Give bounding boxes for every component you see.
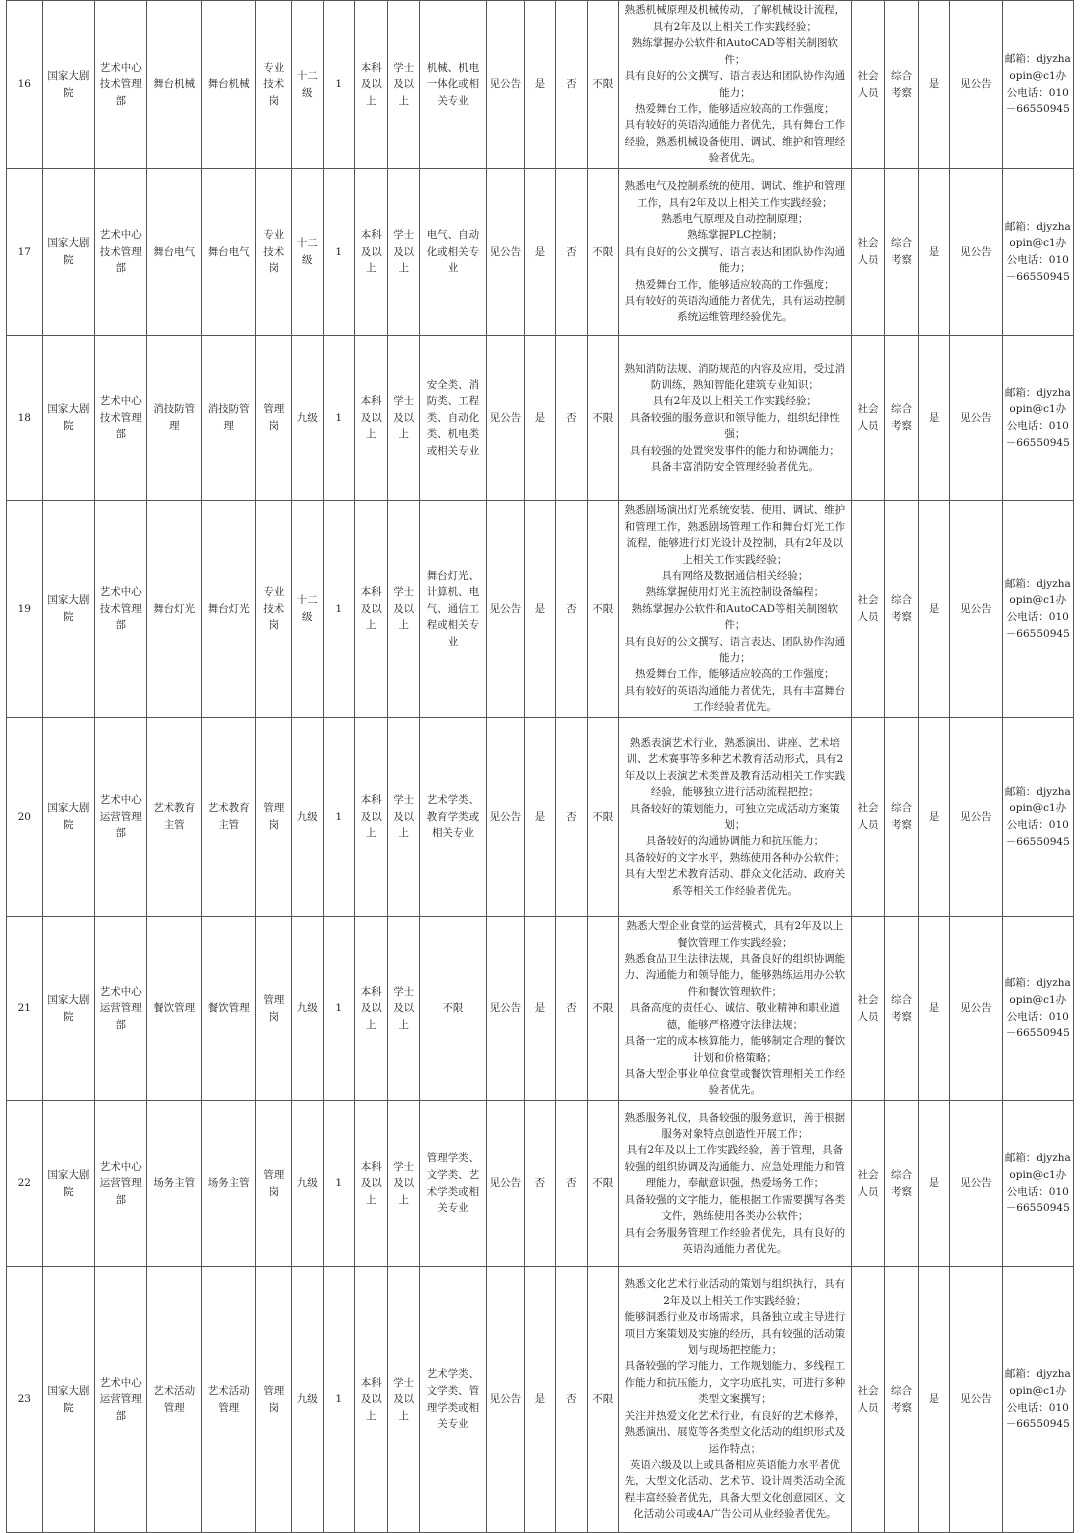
condition-4-cell: 是	[918, 1267, 949, 1533]
requirement-line: 熟悉大型企业食堂的运营模式，具有2年及以上餐饮管理工作实践经验；	[626, 920, 844, 949]
contact-cell: 邮箱：djyzhaopin@c1办公电话：010－66550945	[1002, 169, 1073, 336]
requirement-line: 熟悉电气及控制系统的使用、调试、维护和管理工作，具有2年及以上相关工作实践经验；	[624, 180, 846, 209]
requirement-line: 热爱舞台工作，能够适应较高的工作强度；	[635, 668, 835, 681]
requirement-line: 具有良好的公文撰写、语言表达和团队协作沟通能力；	[624, 245, 846, 275]
level-cell: 十二级	[292, 1, 323, 169]
post-name-cell: 艺术教育主管	[147, 718, 202, 917]
department-cell: 艺术中心技术管理部	[95, 336, 147, 501]
target-cell: 社会人员	[851, 917, 885, 1101]
major-cell: 管理学类、文学类、艺术学类或相关专业	[419, 1101, 486, 1267]
row-number: 19	[7, 501, 43, 718]
condition-4-cell: 是	[918, 169, 949, 336]
method-cell: 综合考察	[885, 501, 919, 718]
age-cell: 见公告	[486, 1267, 524, 1533]
post-type-cell: 专业技术岗	[256, 1, 292, 169]
table-row	[7, 718, 1074, 917]
requirements-cell	[619, 1267, 852, 1533]
department-cell: 艺术中心技术管理部	[95, 169, 147, 336]
requirement-line: 具备一定的成本核算能力，能够制定合理的餐饮计划和价格策略；	[624, 1035, 846, 1064]
note-cell: 见公告	[950, 917, 1002, 1101]
post-name-2-cell: 消技防管理	[201, 336, 256, 501]
condition-4-cell: 是	[918, 917, 949, 1101]
condition-3-cell: 不限	[587, 917, 618, 1101]
department-cell: 艺术中心运营管理部	[95, 917, 147, 1101]
condition-4-cell: 是	[918, 501, 949, 718]
contact-cell: 邮箱：djyzhaopin@c1办公电话：010－66550945	[1002, 1, 1073, 169]
target-cell: 社会人员	[851, 1101, 885, 1267]
table-row	[7, 1101, 1074, 1267]
education-cell: 本科及以上	[354, 336, 388, 501]
degree-cell: 学士及以上	[388, 501, 419, 718]
requirement-line: 熟知消防法规、消防规范的内容及应用，受过消防训练，熟知智能化建筑专业知识；	[624, 362, 846, 391]
requirement-line: 熟悉表演艺术行业，熟悉演出、讲座、艺术培训、艺术赛事等多种艺术教育活动形式，具有2年及以上表演艺术类普及教育活动相关工作实践经验，能够独立进行活动流程把控；	[624, 736, 846, 799]
row-number: 20	[7, 718, 43, 917]
requirement-line: 具备较强的文字能力，能根据工作需要撰写各类文件，熟练使用各类办公软件；	[624, 1193, 846, 1223]
level-cell: 十二级	[292, 501, 323, 718]
requirement-line: 英语六级及以上或具备相应英语能力水平者优先，大型文化活动、艺术节、设计周类活动全流程丰富经验者优先，具备大型文化创意园区、文化活动公司或4A广告公司从业经验者优先。	[624, 1458, 846, 1521]
department-cell: 艺术中心运营管理部	[95, 1101, 147, 1267]
target-cell: 社会人员	[851, 336, 885, 501]
condition-2-cell: 否	[556, 1, 587, 169]
major-cell: 机械、机电一体化或相关专业	[419, 1, 486, 169]
requirement-line: 熟练掌握办公软件和AutoCAD等相关制图软件；	[631, 602, 839, 632]
table-row	[7, 336, 1074, 501]
condition-2-cell: 否	[556, 917, 587, 1101]
table-row	[7, 169, 1074, 336]
condition-2-cell: 否	[556, 718, 587, 917]
requirements-cell	[619, 1, 852, 169]
condition-2-cell: 否	[556, 501, 587, 718]
degree-cell: 学士及以上	[388, 1267, 419, 1533]
level-cell: 九级	[292, 917, 323, 1101]
condition-3-cell: 不限	[587, 169, 618, 336]
method-cell: 综合考察	[885, 169, 919, 336]
requirement-line: 关注并热爱文化艺术行业，有良好的艺术修养，熟悉演出、展览等各类型文化活动的组织形式及运作特点；	[624, 1409, 846, 1455]
requirement-line: 具备较好的策划能力，可独立完成活动方案策划；	[629, 802, 840, 831]
post-name-cell: 舞台灯光	[147, 501, 202, 718]
requirement-line: 熟悉机械原理及机械传动，了解机械设计流程，具有2年及以上相关工作实践经验；	[624, 4, 846, 33]
post-name-cell: 舞台机械	[147, 1, 202, 169]
requirement-line: 具备较好的文字水平，熟练使用各种办公软件；	[624, 851, 846, 864]
post-name-2-cell: 舞台电气	[201, 169, 256, 336]
age-cell: 见公告	[486, 501, 524, 718]
condition-2-cell: 否	[556, 1267, 587, 1533]
post-name-cell: 消技防管理	[147, 336, 202, 501]
condition-3-cell: 不限	[587, 718, 618, 917]
requirement-line: 熟练掌握办公软件和AutoCAD等相关制图软件；	[631, 37, 839, 66]
degree-cell: 学士及以上	[388, 336, 419, 501]
note-cell: 见公告	[950, 169, 1002, 336]
requirement-line: 具有2年及以上相关工作实践经验；	[652, 395, 817, 408]
row-number: 23	[7, 1267, 43, 1533]
row-number: 17	[7, 169, 43, 336]
headcount-cell: 1	[323, 1, 354, 169]
contact-cell: 邮箱：djyzhaopin@c1办公电话：010－66550945	[1002, 917, 1073, 1101]
method-cell: 综合考察	[885, 1267, 919, 1533]
major-cell: 安全类、消防类、工程类、自动化类、机电类或相关专业	[419, 336, 486, 501]
post-name-2-cell: 艺术教育主管	[201, 718, 256, 917]
education-cell: 本科及以上	[354, 718, 388, 917]
post-type-cell: 专业技术岗	[256, 169, 292, 336]
table-body	[7, 1, 1074, 1533]
post-type-cell: 管理岗	[256, 336, 292, 501]
age-cell: 见公告	[486, 169, 524, 336]
major-cell: 艺术学类、文学类、管理学类或相关专业	[419, 1267, 486, 1533]
age-cell: 见公告	[486, 718, 524, 917]
education-cell: 本科及以上	[354, 1101, 388, 1267]
condition-1-cell: 是	[524, 169, 555, 336]
education-cell: 本科及以上	[354, 501, 388, 718]
requirement-line: 热爱舞台工作，能够适应较高的工作强度；	[635, 102, 835, 115]
requirement-line: 熟悉电气原理及自动控制原理；	[661, 212, 809, 225]
condition-1-cell: 是	[524, 917, 555, 1101]
requirements-cell	[619, 917, 852, 1101]
note-cell: 见公告	[950, 1, 1002, 169]
unit-cell: 国家大剧院	[42, 1, 94, 169]
recruitment-table-sheet	[6, 0, 1074, 1530]
requirement-line: 具有较强的处置突发事件的能力和协调能力；	[629, 444, 840, 457]
department-cell: 艺术中心技术管理部	[95, 501, 147, 718]
degree-cell: 学士及以上	[388, 1101, 419, 1267]
requirement-line: 熟悉文化艺术行业活动的策划与组织执行，具有2年及以上相关工作实践经验；	[624, 1278, 846, 1307]
degree-cell: 学士及以上	[388, 169, 419, 336]
condition-3-cell: 不限	[587, 1267, 618, 1533]
condition-3-cell: 不限	[587, 336, 618, 501]
post-name-cell: 艺术活动管理	[147, 1267, 202, 1533]
requirements-cell	[619, 1101, 852, 1267]
condition-1-cell: 否	[524, 1101, 555, 1267]
post-type-cell: 管理岗	[256, 1101, 292, 1267]
headcount-cell: 1	[323, 718, 354, 917]
headcount-cell: 1	[323, 501, 354, 718]
unit-cell: 国家大剧院	[42, 1267, 94, 1533]
unit-cell: 国家大剧院	[42, 917, 94, 1101]
requirement-line: 具有较好的英语沟通能力者优先，具有舞台工作经验，熟悉机械设备使用、调试、维护和管理经验者优先。	[624, 119, 846, 165]
education-cell: 本科及以上	[354, 1, 388, 169]
table-row	[7, 501, 1074, 718]
major-cell: 电气、自动化或相关专业	[419, 169, 486, 336]
unit-cell: 国家大剧院	[42, 718, 94, 917]
condition-4-cell: 是	[918, 718, 949, 917]
education-cell: 本科及以上	[354, 917, 388, 1101]
post-name-cell: 场务主管	[147, 1101, 202, 1267]
note-cell: 见公告	[950, 1267, 1002, 1533]
row-number: 21	[7, 917, 43, 1101]
requirement-line: 具有网络及数据通信相关经验；	[661, 569, 809, 582]
condition-1-cell: 是	[524, 336, 555, 501]
major-cell: 艺术学类、教育学类或相关专业	[419, 718, 486, 917]
method-cell: 综合考察	[885, 718, 919, 917]
condition-2-cell: 否	[556, 336, 587, 501]
requirement-line: 熟练掌握使用灯光主流控制设备编程；	[645, 586, 825, 599]
requirement-line: 具有良好的公文撰写、语言表达、团队协作沟通能力；	[624, 635, 846, 665]
age-cell: 见公告	[486, 1, 524, 169]
table-row	[7, 1267, 1074, 1533]
post-name-cell: 餐饮管理	[147, 917, 202, 1101]
headcount-cell: 1	[323, 1267, 354, 1533]
degree-cell: 学士及以上	[388, 1, 419, 169]
age-cell: 见公告	[486, 1101, 524, 1267]
major-cell: 舞台灯光、计算机、电气、通信工程或相关专业	[419, 501, 486, 718]
table-row	[7, 1, 1074, 169]
headcount-cell: 1	[323, 917, 354, 1101]
requirement-line: 具备较强的学习能力、工作规划能力、多线程工作能力和抗压能力，文字功底扎实，可进行多种类型文案撰写；	[624, 1360, 846, 1406]
requirement-line: 具有较好的英语沟通能力者优先，具有丰富舞台工作经验者优先。	[624, 684, 846, 714]
level-cell: 九级	[292, 718, 323, 917]
requirement-line: 能够洞悉行业及市场需求，具备独立或主导进行项目方案策划及实施的经历，具有较强的活动策划与现场把控能力；	[624, 1311, 846, 1357]
requirement-line: 具有2年及以上工作实践经验，善于管理，具备较强的组织协调及沟通能力、应急处理能力和管理能力，奉献意识强，热爱场务工作；	[624, 1144, 846, 1190]
requirement-line: 熟悉食品卫生法律法规，具备良好的组织协调能力、沟通能力和领导能力，能够熟练运用办公软件和餐饮管理软件；	[624, 953, 846, 998]
unit-cell: 国家大剧院	[42, 336, 94, 501]
post-name-2-cell: 场务主管	[201, 1101, 256, 1267]
requirements-cell	[619, 718, 852, 917]
requirement-line: 具备较好的沟通协调能力和抗压能力；	[645, 835, 825, 848]
method-cell: 综合考察	[885, 336, 919, 501]
method-cell: 综合考察	[885, 1, 919, 169]
department-cell: 艺术中心运营管理部	[95, 718, 147, 917]
education-cell: 本科及以上	[354, 1267, 388, 1533]
row-number: 18	[7, 336, 43, 501]
requirement-line: 具有较好的英语沟通能力者优先，具有运动控制系统运维管理经验优先。	[624, 295, 846, 324]
condition-2-cell: 否	[556, 169, 587, 336]
level-cell: 九级	[292, 1101, 323, 1267]
condition-1-cell: 是	[524, 501, 555, 718]
contact-cell: 邮箱：djyzhaopin@c1办公电话：010－66550945	[1002, 1101, 1073, 1267]
target-cell: 社会人员	[851, 501, 885, 718]
requirement-line: 具有大型艺术教育活动、群众文化活动、政府关系等相关工作经验者优先。	[624, 868, 846, 897]
condition-3-cell: 不限	[587, 1101, 618, 1267]
level-cell: 十二级	[292, 169, 323, 336]
age-cell: 见公告	[486, 336, 524, 501]
post-name-2-cell: 艺术活动管理	[201, 1267, 256, 1533]
target-cell: 社会人员	[851, 1, 885, 169]
target-cell: 社会人员	[851, 1267, 885, 1533]
condition-3-cell: 不限	[587, 1, 618, 169]
contact-cell: 邮箱：djyzhaopin@c1办公电话：010－66550945	[1002, 1267, 1073, 1533]
post-name-2-cell: 舞台灯光	[201, 501, 256, 718]
condition-4-cell: 是	[918, 1, 949, 169]
post-type-cell: 管理岗	[256, 1267, 292, 1533]
post-type-cell: 管理岗	[256, 917, 292, 1101]
unit-cell: 国家大剧院	[42, 1101, 94, 1267]
condition-1-cell: 是	[524, 1, 555, 169]
requirement-line: 具备高度的责任心、诚信、敬业精神和职业道德，能够严格遵守法律法规；	[629, 1002, 840, 1031]
level-cell: 九级	[292, 336, 323, 501]
requirements-cell	[619, 501, 852, 718]
education-cell: 本科及以上	[354, 169, 388, 336]
post-name-2-cell: 舞台机械	[201, 1, 256, 169]
post-type-cell: 管理岗	[256, 718, 292, 917]
age-cell: 见公告	[486, 917, 524, 1101]
requirement-line: 具有会务服务管理工作经验者优先，具有良好的英语沟通能力者优先。	[624, 1226, 846, 1255]
condition-1-cell: 是	[524, 718, 555, 917]
requirement-line: 热爱舞台工作，能够适应较高的工作强度；	[635, 278, 835, 291]
note-cell: 见公告	[950, 718, 1002, 917]
requirement-line: 熟练掌握PLC控制；	[687, 229, 783, 242]
note-cell: 见公告	[950, 501, 1002, 718]
condition-3-cell: 不限	[587, 501, 618, 718]
condition-1-cell: 是	[524, 1267, 555, 1533]
unit-cell: 国家大剧院	[42, 501, 94, 718]
method-cell: 综合考察	[885, 917, 919, 1101]
recruitment-table	[6, 0, 1074, 1533]
level-cell: 九级	[292, 1267, 323, 1533]
headcount-cell: 1	[323, 169, 354, 336]
condition-2-cell: 否	[556, 1101, 587, 1267]
post-type-cell: 专业技术岗	[256, 501, 292, 718]
requirements-cell	[619, 336, 852, 501]
requirement-line: 具有良好的公文撰写、语言表达和团队协作沟通能力；	[624, 70, 846, 99]
major-cell: 不限	[419, 917, 486, 1101]
target-cell: 社会人员	[851, 169, 885, 336]
requirement-line: 熟悉服务礼仪，具备较强的服务意识，善于根据服务对象特点创造性开展工作；	[624, 1111, 846, 1141]
requirement-line: 熟悉剧场演出灯光系统安装、使用、调试、维护和管理工作，熟悉剧场管理工作和舞台灯光工作流程，能够进行灯光设计及控制，具有2年及以上相关工作实践经验；	[624, 504, 846, 566]
row-number: 22	[7, 1101, 43, 1267]
degree-cell: 学士及以上	[388, 718, 419, 917]
note-cell: 见公告	[950, 336, 1002, 501]
method-cell: 综合考察	[885, 1101, 919, 1267]
contact-cell: 邮箱：djyzhaopin@c1办公电话：010－66550945	[1002, 501, 1073, 718]
requirement-line: 具备大型企事业单位食堂或餐饮管理相关工作经验者优先。	[624, 1067, 846, 1097]
contact-cell: 邮箱：djyzhaopin@c1办公电话：010－66550945	[1002, 336, 1073, 501]
degree-cell: 学士及以上	[388, 917, 419, 1101]
target-cell: 社会人员	[851, 718, 885, 917]
requirement-line: 具备丰富消防安全管理经验者优先。	[650, 461, 819, 474]
contact-cell: 邮箱：djyzhaopin@c1办公电话：010－66550945	[1002, 718, 1073, 917]
condition-4-cell: 是	[918, 1101, 949, 1267]
post-name-2-cell: 餐饮管理	[201, 917, 256, 1101]
note-cell: 见公告	[950, 1101, 1002, 1267]
headcount-cell: 1	[323, 336, 354, 501]
department-cell: 艺术中心技术管理部	[95, 1, 147, 169]
post-name-cell: 舞台电气	[147, 169, 202, 336]
department-cell: 艺术中心运营管理部	[95, 1267, 147, 1533]
requirements-cell	[619, 169, 852, 336]
unit-cell: 国家大剧院	[42, 169, 94, 336]
headcount-cell: 1	[323, 1101, 354, 1267]
table-row	[7, 917, 1074, 1101]
condition-4-cell: 是	[918, 336, 949, 501]
row-number: 16	[7, 1, 43, 169]
requirement-line: 具备较强的服务意识和领导能力，组织纪律性强；	[629, 411, 840, 441]
